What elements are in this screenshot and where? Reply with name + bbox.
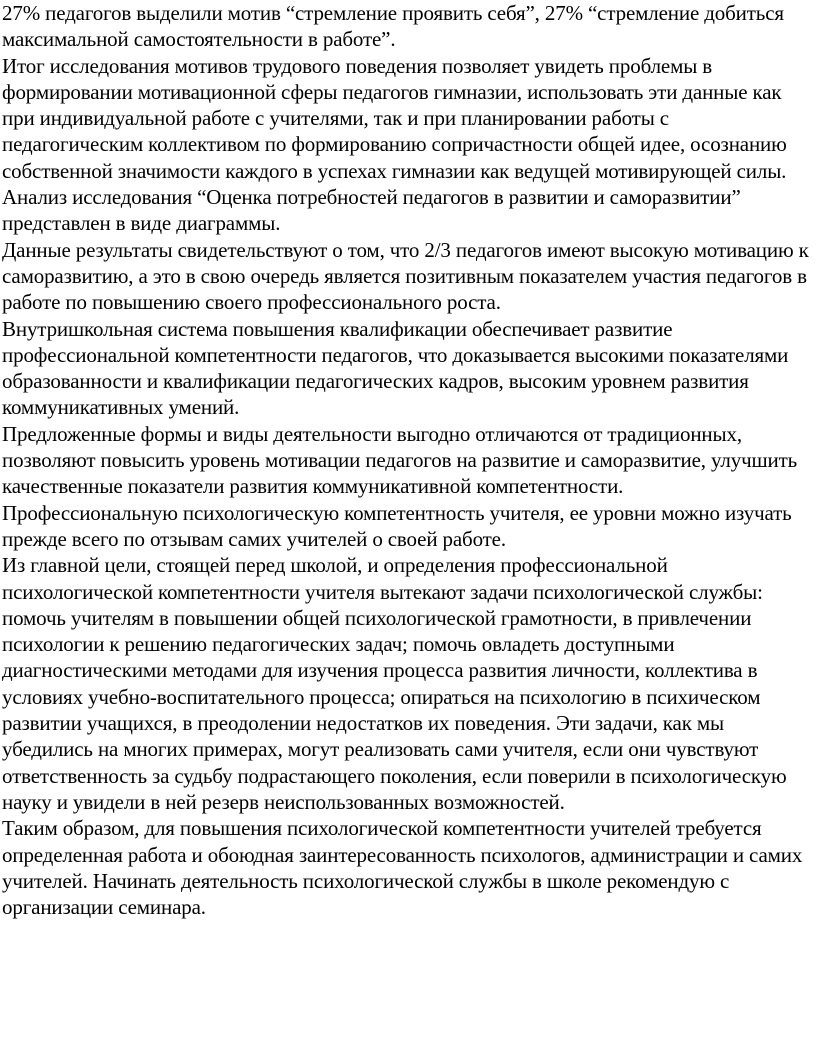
- paragraph-activity-forms: Предложенные формы и виды деятельности выгодно отличаются от традиционных, позволяют повысить уровень мотивации педагогов на развитие и саморазвитие, улучшить качественные показатели развития коммуникативной компетентности.: [2, 421, 798, 499]
- paragraph-qualification-system: Внутришкольная система повышения квалификации обеспечивает развитие профессиональной компетентности педагогов, что доказывается высокими показателями образованности и квалификации педагогических кадров, высоким уровнем развития коммуникативных умений.: [2, 316, 789, 420]
- paragraph-motives-percent: 27% педагогов выделили мотив “стремление проявить себя”, 27% “стремление добиться максимальной самостоятельности в работе”.: [2, 1, 784, 52]
- paragraph-diagram-intro: Анализ исследования “Оценка потребностей педагогов в развитии и саморазвитии” представлен в виде диаграммы.: [2, 185, 741, 236]
- paragraph-results: Данные результаты свидетельствуют о том, что 2/3 педагогов имеют высокую мотивацию к саморазвитию, а это в свою очередь является позитивным показателем участия педагогов в работе по повышению своего профессионального роста.: [2, 237, 809, 315]
- paragraph-research-summary: Итог исследования мотивов трудового поведения позволяет увидеть проблемы в формировании мотивационной сферы педагогов гимназии, использовать эти данные как при индивидуальной работе с учителями, так и при планировании работы с педагогическим коллективом по формированию сопричастности общей идее, осознанию собственной значимости каждого в успехах гимназии как ведущей мотивирующей силы.: [2, 53, 787, 183]
- paragraph-conclusion: Таким образом, для повышения психологической компетентности учителей требуется определенная работа и обоюдная заинтересованность психологов, администрации и самих учителей. Начинать деятельность психологической службы в школе рекомендую с организации семинара.: [2, 816, 803, 920]
- paragraph-competence-study: Профессиональную психологическую компетентность учителя, ее уровни можно изучать прежде всего по отзывам самих учителей о своей работе.: [2, 500, 792, 551]
- paragraph-psych-service-tasks: Из главной цели, стоящей перед школой, и определения профессиональной психологической компетентности учителя вытекают задачи психологической службы: помочь учителям в повышении общей психологической грамотности, в привлечении психологии к решению педагогических задач; помочь овладеть доступными диагностическими методами для изучения процесса развития личности, коллектива в условиях учебно-воспитательного процесса; опираться на психологию в психическом развитии учащихся, в преодолении недостатков их поведения. Эти задачи, как мы убедились на многих примерах, могут реализовать сами учителя, если они чувствуют ответственность за судьбу подрастающего поколения, если поверили в психологическую науку и увидели в ней резерв неиспользованных возможностей.: [2, 553, 787, 814]
